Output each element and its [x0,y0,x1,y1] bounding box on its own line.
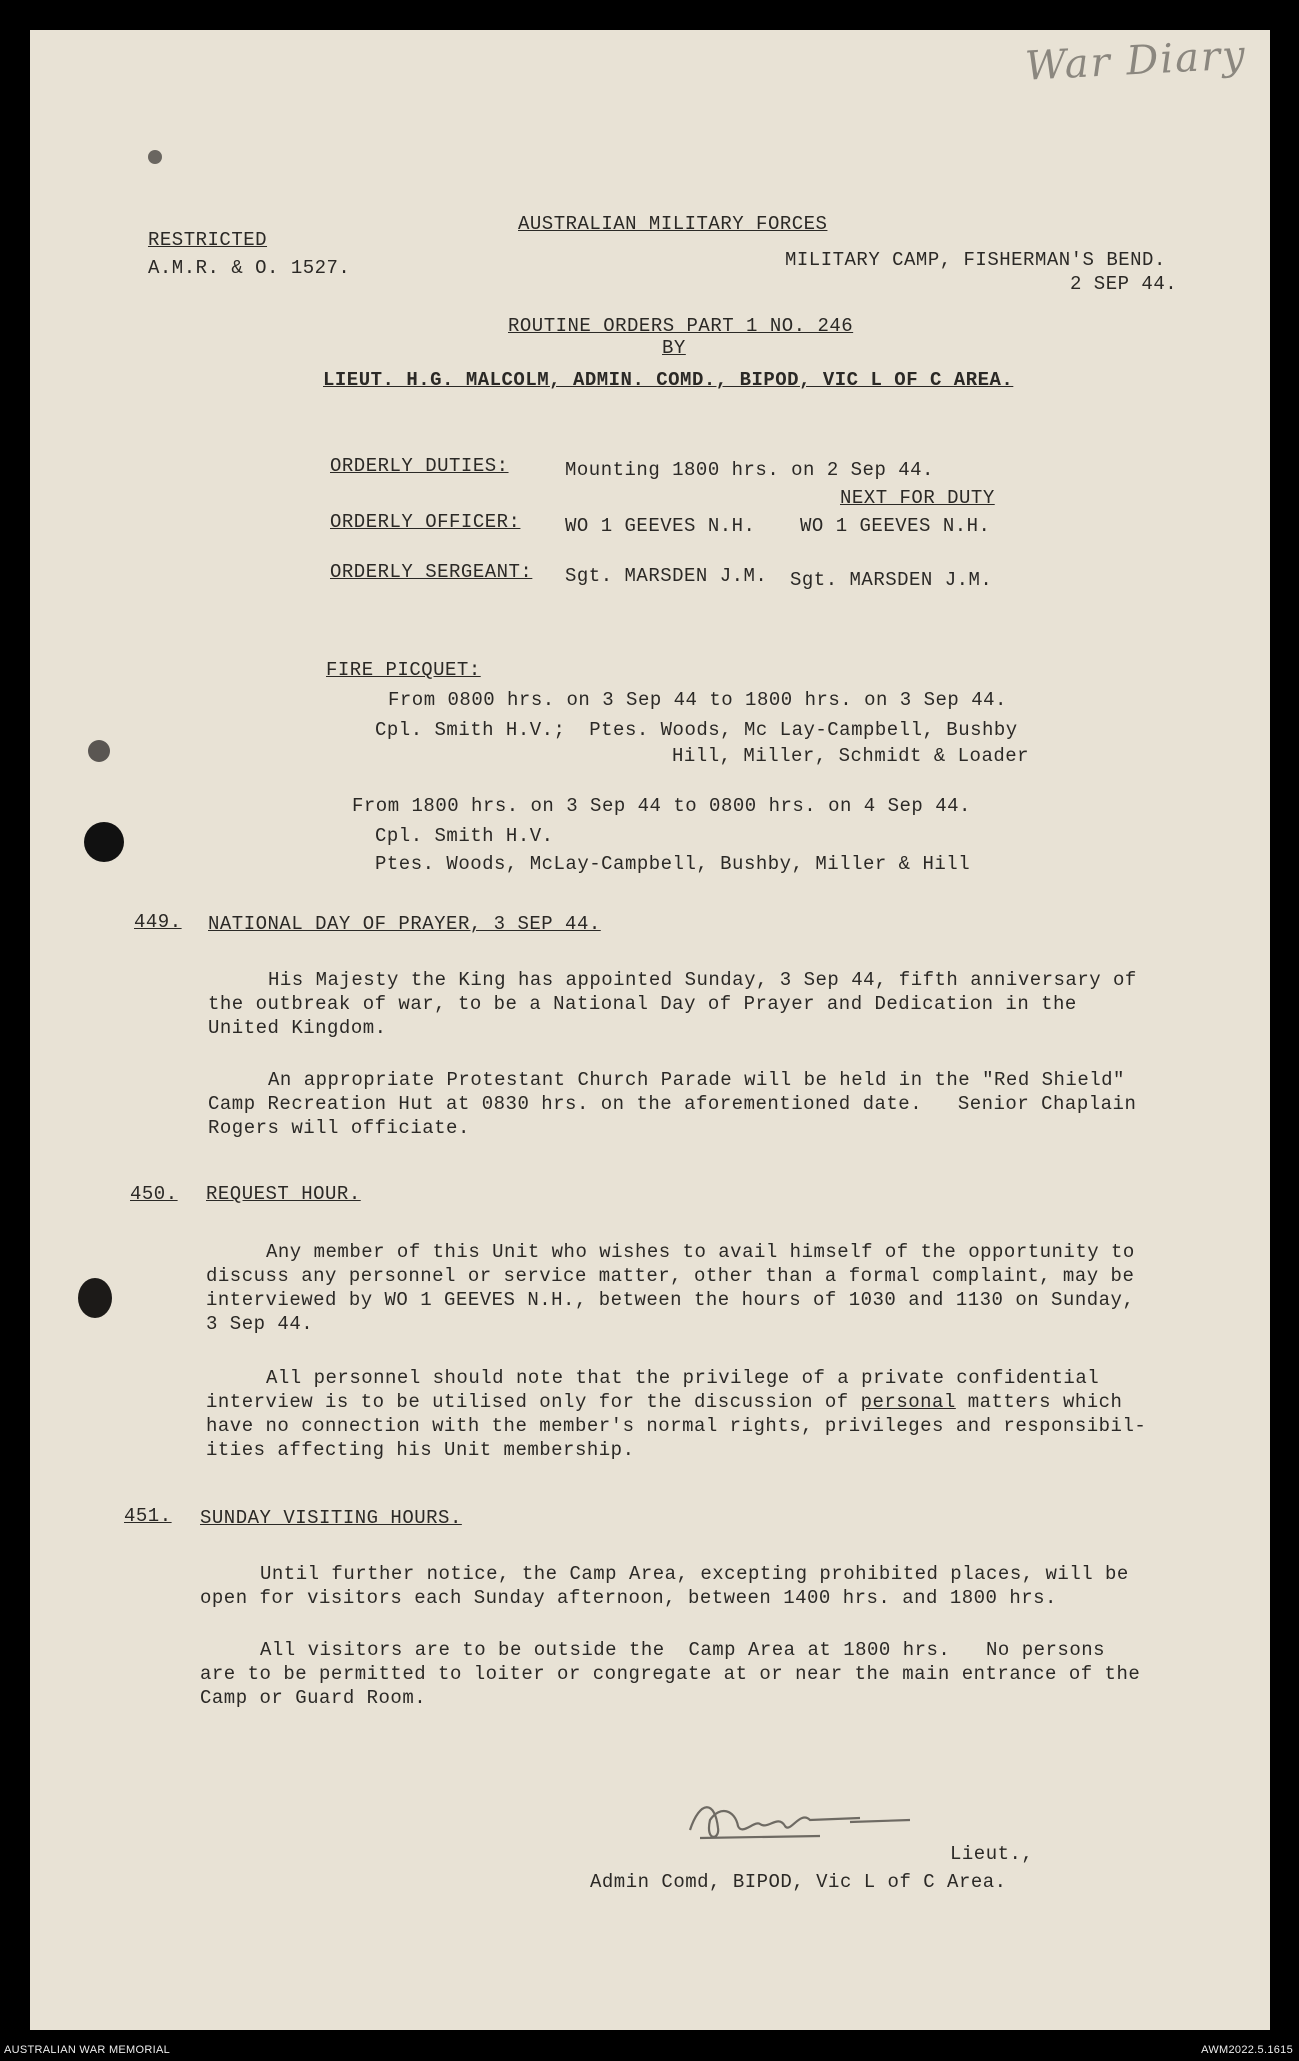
document-page [30,30,1270,2030]
location: MILITARY CAMP, FISHERMAN'S BEND. [785,249,1166,271]
punch-hole [78,1278,112,1318]
section-451-text: All visitors are to be outside the Camp Area at 1800 hrs. No persons [260,1639,1106,1661]
section-449-text: His Majesty the King has appointed Sunday, 3 Sep 44, fifth anniversary of [268,969,1137,991]
section-449-text: Rogers will officiate. [208,1117,470,1139]
section-450-number: 450. [130,1183,178,1205]
section-450-text: have no connection with the member's normal rights, privileges and responsibil- [206,1415,1147,1437]
handwritten-note: War Diary [1023,32,1248,90]
org-name: AUSTRALIAN MILITARY FORCES [518,213,828,235]
section-451-text: Until further notice, the Camp Area, excepting prohibited places, will be [260,1563,1129,1585]
document-date: 2 SEP 44. [1070,273,1178,295]
next-for-duty-heading: NEXT FOR DUTY [840,487,995,509]
section-449-text: the outbreak of war, to be a National Day of Prayer and Dedication in the [208,993,1077,1015]
orderly-duties-label: ORDERLY DUTIES: [330,455,509,477]
section-449-number: 449. [134,911,182,933]
section-451-text: Camp or Guard Room. [200,1687,427,1709]
reference-number: A.M.R. & O. 1527. [148,257,351,279]
orderly-sergeant-next: Sgt. MARSDEN J.M. [790,569,993,591]
restricted-label: RESTRICTED [148,229,268,251]
orderly-officer-next: WO 1 GEEVES N.H. [800,515,991,537]
orderly-sergeant-label: ORDERLY SERGEANT: [330,561,533,583]
fire-picquet-shift1-names: Cpl. Smith H.V.; Ptes. Woods, Mc Lay-Campbell, Bushby [375,719,1018,741]
section-451-text: open for visitors each Sunday afternoon, between 1400 hrs. and 1800 hrs. [200,1587,1057,1609]
orderly-officer-label: ORDERLY OFFICER: [330,511,521,533]
handwritten-signature [660,1790,990,1860]
orders-authority: LIEUT. H.G. MALCOLM, ADMIN. COMD., BIPOD, VIC L OF C AREA. [323,369,1014,391]
section-449-text: An appropriate Protestant Church Parade will be held in the "Red Shield" [268,1069,1125,1091]
fire-picquet-shift2-names-cont: Ptes. Woods, McLay-Campbell, Bushby, Miller & Hill [375,853,971,875]
section-451-title: SUNDAY VISITING HOURS. [200,1507,462,1529]
fire-picquet-shift1-names-cont: Hill, Miller, Schmidt & Loader [672,745,1030,767]
section-449-text: Camp Recreation Hut at 0830 hrs. on the aforementioned date. Senior Chaplain [208,1093,1137,1115]
orders-by: BY [662,337,686,359]
section-450-text: ities affecting his Unit membership. [206,1439,635,1461]
section-449-text: United Kingdom. [208,1017,387,1039]
punch-hole [84,822,124,862]
section-450-text: All personnel should note that the privilege of a private confidential [266,1367,1100,1389]
signature-rank: Lieut., [950,1843,1034,1865]
punch-mark [148,150,162,164]
orderly-sergeant-current: Sgt. MARSDEN J.M. [565,565,768,587]
section-450-text: interview is to be utilised only for the discussion of personal matters which [206,1391,1123,1413]
section-451-number: 451. [124,1505,172,1527]
emphasis-personal: personal [860,1391,956,1413]
section-450-text: Any member of this Unit who wishes to avail himself of the opportunity to [266,1241,1135,1263]
fire-picquet-shift2: From 1800 hrs. on 3 Sep 44 to 0800 hrs. on 4 Sep 44. [352,795,971,817]
footer-accession-number: AWM2022.5.1615 [1201,2044,1293,2056]
signature-title: Admin Comd, BIPOD, Vic L of C Area. [590,1871,1007,1893]
section-451-text: are to be permitted to loiter or congregate at or near the main entrance of the [200,1663,1141,1685]
fire-picquet-shift1: From 0800 hrs. on 3 Sep 44 to 1800 hrs. on 3 Sep 44. [388,689,1007,711]
orderly-duties-value: Mounting 1800 hrs. on 2 Sep 44. [565,459,934,481]
fire-picquet-shift2-names: Cpl. Smith H.V. [375,825,554,847]
orderly-officer-current: WO 1 GEEVES N.H. [565,515,756,537]
fire-picquet-label: FIRE PICQUET: [326,659,481,681]
orders-title: ROUTINE ORDERS PART 1 NO. 246 [508,315,854,337]
punch-mark [88,740,110,762]
section-450-text: discuss any personnel or service matter, other than a formal complaint, may be [206,1265,1135,1287]
section-449-title: NATIONAL DAY OF PRAYER, 3 SEP 44. [208,913,601,935]
section-450-title: REQUEST HOUR. [206,1183,361,1205]
section-450-text: interviewed by WO 1 GEEVES N.H., between the hours of 1030 and 1130 on Sunday, [206,1289,1135,1311]
section-450-text: 3 Sep 44. [206,1313,314,1335]
footer-source: AUSTRALIAN WAR MEMORIAL [4,2044,171,2056]
